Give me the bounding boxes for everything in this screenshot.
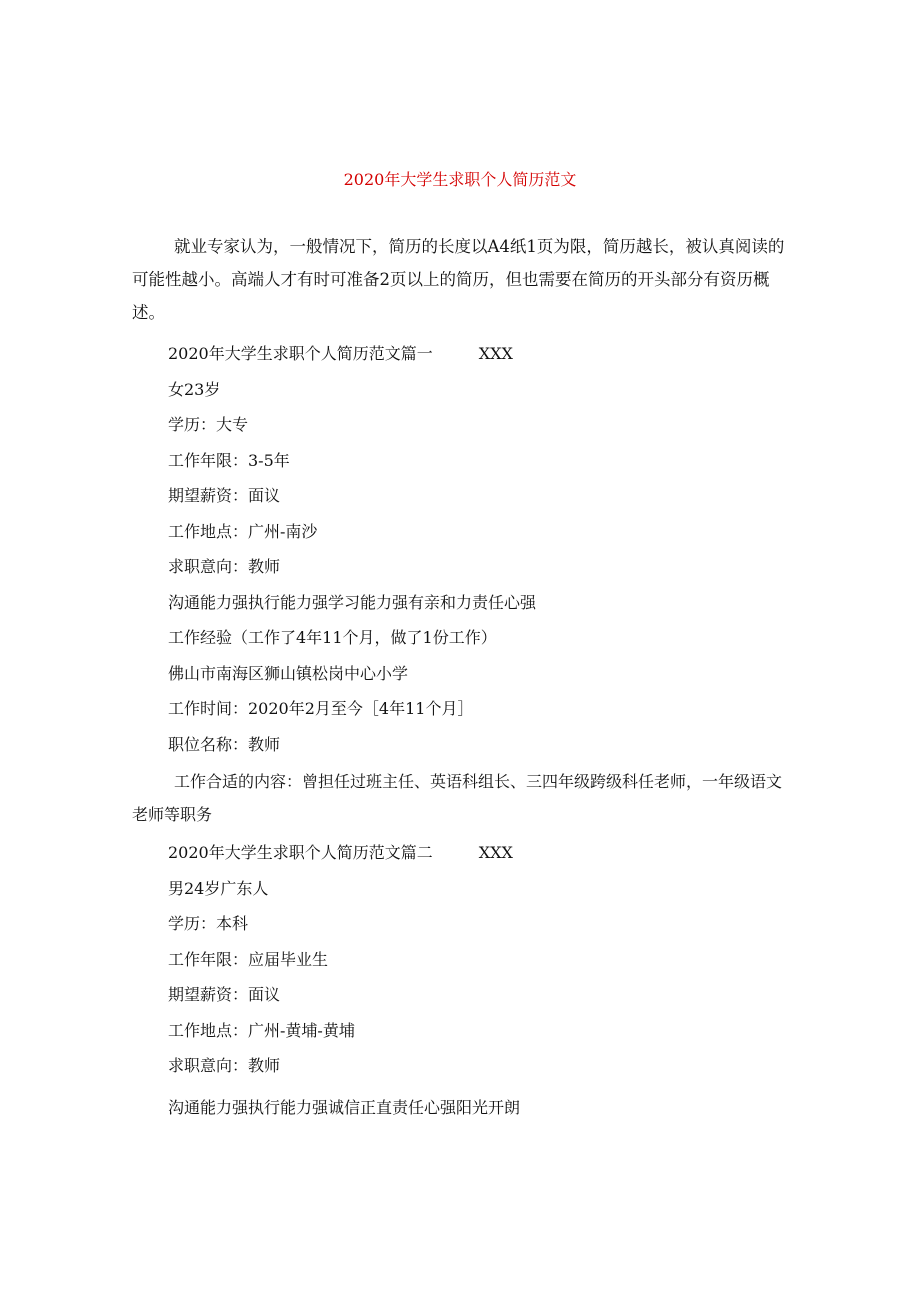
resume1-duties: 工作合适的内容：曾担任过班主任、英语科组长、三四年级跨级科任老师，一年级语文老师等职务 <box>132 772 783 824</box>
resume2-location: 工作地点：广州-黄埔-黄埔 <box>168 1021 355 1040</box>
resume1-intention: 求职意向：教师 <box>168 557 281 576</box>
resume2-intention: 求职意向：教师 <box>168 1056 281 1075</box>
resume2-strengths: 沟通能力强执行能力强诚信正直责任心强阳光开朗 <box>168 1098 521 1117</box>
resume1-time: 工作时间：2020年2月至今［4年11个月］ <box>168 699 474 718</box>
resume1-name: XXX <box>478 344 513 363</box>
resume2-basic: 男24岁广东人 <box>168 879 269 898</box>
resume1-heading: 2020年大学生求职个人简历范文篇一 <box>168 344 433 363</box>
resume1-experience: 工作经验（工作了4年11个月，做了1份工作） <box>168 628 497 647</box>
intro-paragraph: 就业专家认为，一般情况下，简历的长度以A4纸1页为限，简历越长，被认真阅读的可能性越小。高端人才有时可准备2页以上的简历，但也需要在简历的开头部分有资历概述。 <box>132 237 785 322</box>
resume1-salary: 期望薪资：面议 <box>168 486 281 505</box>
resume1-location: 工作地点：广州-南沙 <box>168 522 318 541</box>
resume1-education: 学历：大专 <box>168 415 249 434</box>
resume1-basic: 女23岁 <box>168 380 221 399</box>
resume2-education: 学历：本科 <box>168 914 249 933</box>
resume1-heading-line <box>168 342 513 366</box>
resume2-salary: 期望薪资：面议 <box>168 985 281 1004</box>
resume2-years: 工作年限：应届毕业生 <box>168 950 329 969</box>
document-title: 2020年大学生求职个人简历范文 <box>343 170 577 189</box>
resume1-strengths: 沟通能力强执行能力强学习能力强有亲和力责任心强 <box>168 593 537 612</box>
resume1-company: 佛山市南海区狮山镇松岗中心小学 <box>168 664 409 683</box>
resume2-heading: 2020年大学生求职个人简历范文篇二 <box>168 843 433 862</box>
resume2-heading-line <box>168 841 513 865</box>
resume1-position: 职位名称：教师 <box>168 735 281 754</box>
resume1-years: 工作年限：3-5年 <box>168 451 290 470</box>
resume2-name: XXX <box>478 843 513 862</box>
